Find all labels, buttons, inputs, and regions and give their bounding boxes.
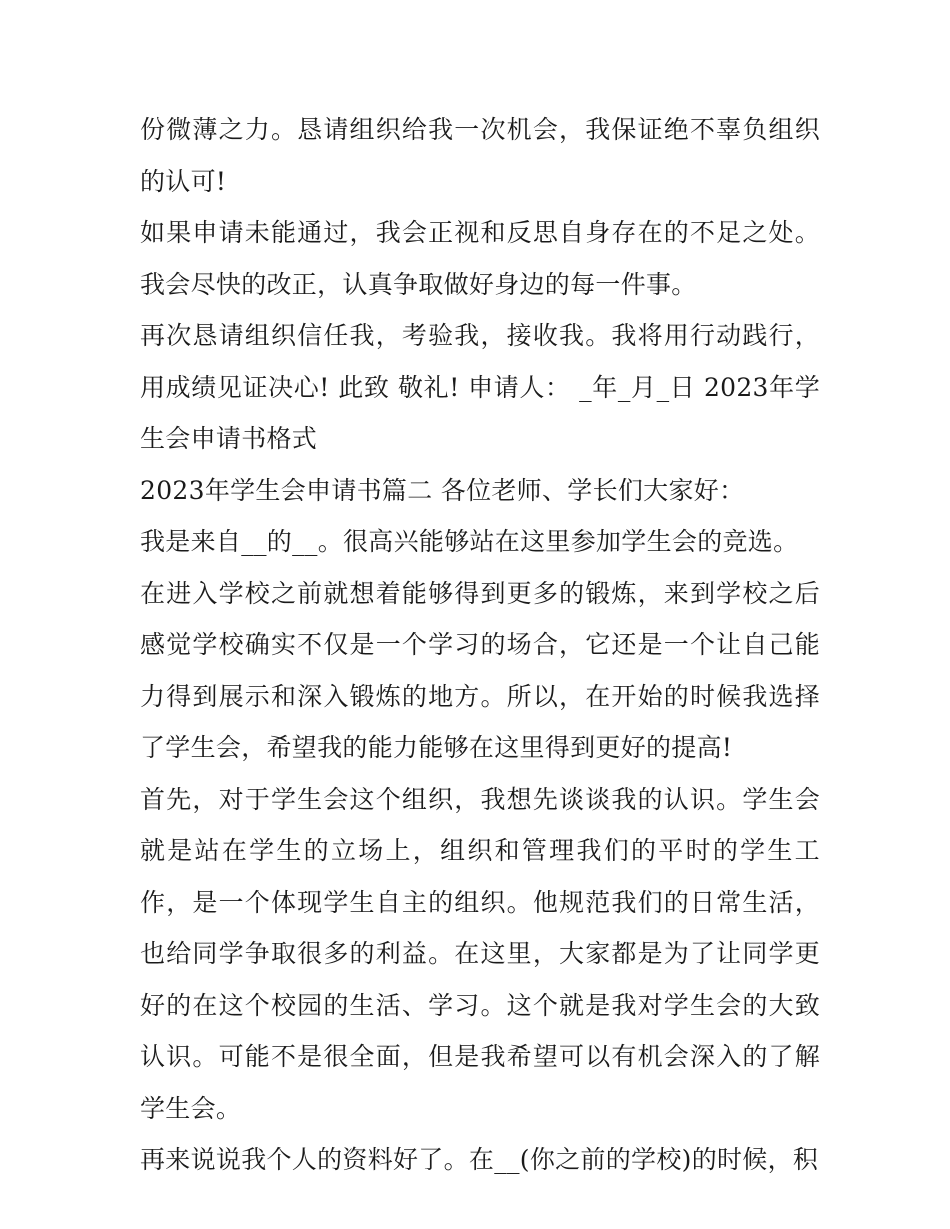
paragraph: 我是来自__的__。很高兴能够站在这里参加学生会的竞选。 bbox=[140, 527, 799, 556]
paragraph: 份微薄之力。恳请组织给我一次机会，我保证绝不辜负组织的认可! bbox=[140, 115, 820, 196]
paragraph: 如果申请未能通过，我会正视和反思自身存在的不足之处。我会尽快的改正，认真争取做好身边的每一件事。 bbox=[140, 218, 820, 299]
paragraph: 再来说说我个人的资料好了。在__(你之前的学校)的时候，积 bbox=[140, 1145, 819, 1174]
paragraph: 2023年学生会申请书篇二 各位老师、学长们大家好： bbox=[140, 475, 745, 505]
paragraph: 首先，对于学生会这个组织，我想先谈谈我的认识。学生会就是站在学生的立场上，组织和管理我们的平时的学生工作，是一个体现学生自主的组织。他规范我们的日常生活，也给同学争取很多的利益。在这里，大家都是为了让同学更好的在这个校园的生活、学习。这个就是我对学生会的大致认识。可能不是很全面，但是我希望可以有机会深入的了解学生会。 bbox=[140, 784, 820, 1123]
document-body bbox=[140, 104, 820, 1186]
paragraph: 再次恳请组织信任我，考验我，接收我。我将用行动践行，用成绩见证决心! 此致 敬礼! 申请人： _年_月_日 2023年学生会申请书格式 bbox=[140, 321, 820, 453]
paragraph: 在进入学校之前就想着能够得到更多的锻炼，来到学校之后感觉学校确实不仅是一个学习的场合，它还是一个让自己能力得到展示和深入锻炼的地方。所以，在开始的时候我选择了学生会，希望我的能力能够在这里得到更好的提高! bbox=[140, 578, 820, 762]
